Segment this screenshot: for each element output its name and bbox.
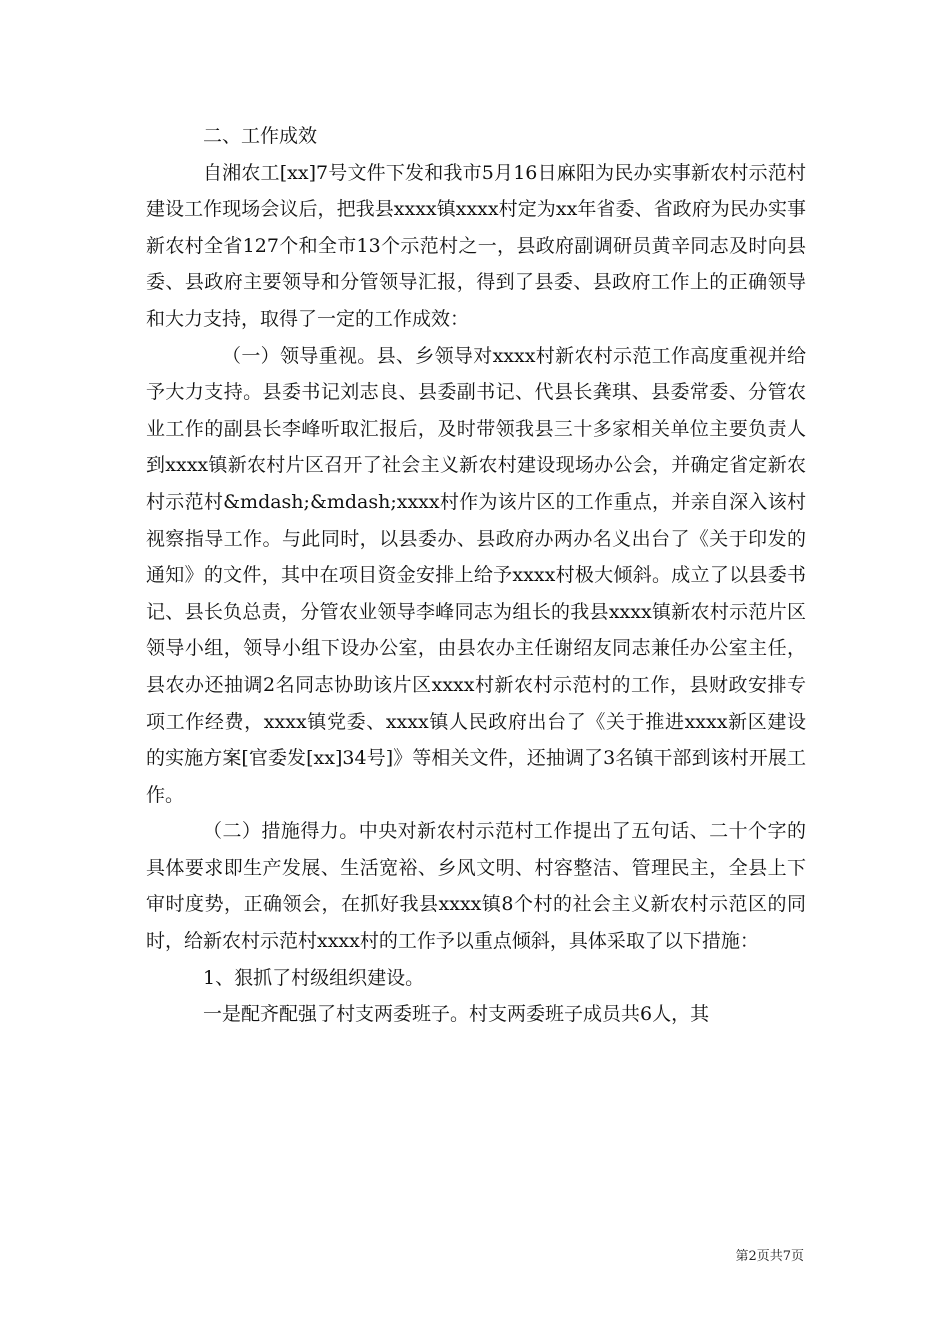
paragraph: 一是配齐配强了村支两委班子。村支两委班子成员共6人，其	[203, 1003, 710, 1026]
paragraph: （二）措施得力。中央对新农村示范村工作提出了五句话、二十个字的具体要求即生产发展、生活宽裕、乡风文明、村容整洁、管理民主，全县上下审时度势，正确领会，在抓好我县xxxx镇8个村的社会主义新农村示范区的同时，给新农村示范村xxxx村的工作予以重点倾斜，具体采取了以下措施：	[146, 820, 806, 953]
paragraph: 自湘农工[xx]7号文件下发和我市5月16日麻阳为民办实事新农村示范村建设工作现场会议后，把我县xxxx镇xxxx村定为xx年省委、省政府为民办实事新农村全省127个和全市13个示范村之一，县政府副调研员黄辛同志及时向县委、县政府主要领导和分管领导汇报，得到了县委、县政府工作上的正确领导和大力支持，取得了一定的工作成效：	[146, 161, 806, 330]
document-body	[146, 118, 806, 1033]
section-heading: 二、工作成效	[203, 125, 318, 147]
page-number: 第2页共7页	[735, 1249, 804, 1264]
paragraph: （一）领导重视。县、乡领导对xxxx村新农村示范工作高度重视并给予大力支持。县委书记刘志良、县委副书记、代县长龚琪、县委常委、分管农业工作的副县长李峰听取汇报后，及时带领我县三十多家相关单位主要负责人到xxxx镇新农村片区召开了社会主义新农村建设现场办公会，并确定省定新农村示范村&mdash;&mdash;xxxx村作为该片区的工作重点，并亲自深入该村视察指导工作。与此同时，以县委办、县政府办两办名义出台了《关于印发的通知》的文件，其中在项目资金安排上给予xxxx村极大倾斜。成立了以县委书记、县长负总责，分管农业领导李峰同志为组长的我县xxxx镇新农村示范片区领导小组，领导小组下设办公室，由县农办主任谢绍友同志兼任办公室主任，县农办还抽调2名同志协助该片区xxxx村新农村示范村的工作，县财政安排专项工作经费，xxxx镇党委、xxxx镇人民政府出台了《关于推进xxxx新区建设的实施方案[官委发[xx]34号]》等相关文件，还抽调了3名镇干部到该村开展工作。	[146, 344, 806, 806]
subsection-heading: 1、狠抓了村级组织建设。	[203, 966, 425, 989]
